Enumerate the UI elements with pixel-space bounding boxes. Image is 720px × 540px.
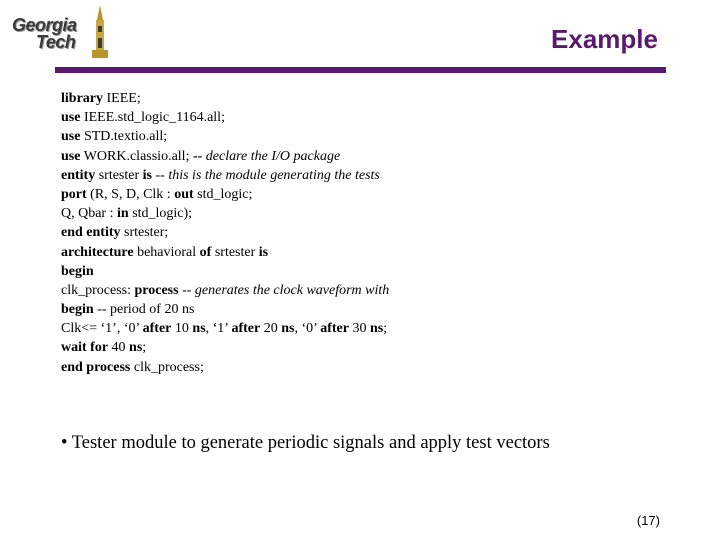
code-text: IEEE.std_logic_1164.all; <box>80 110 225 126</box>
code-keyword: end process <box>61 359 131 375</box>
title-divider <box>55 67 666 73</box>
code-text: srtester <box>211 244 259 260</box>
code-keyword: ns <box>370 321 384 337</box>
code-text: 20 <box>260 321 282 337</box>
code-keyword: out <box>174 186 194 202</box>
code-keyword: process <box>134 282 179 298</box>
page-number: (17) <box>636 513 660 528</box>
code-text: -- <box>152 167 169 183</box>
code-keyword: use <box>61 148 81 164</box>
code-keyword: begin <box>61 263 94 279</box>
code-text: clk_process; <box>130 359 204 375</box>
code-text: behavioral <box>133 244 200 260</box>
code-line <box>61 89 389 108</box>
code-text: , ‘1’ <box>205 321 232 337</box>
code-line <box>61 319 389 338</box>
code-comment: declare the I/O package <box>205 148 341 164</box>
code-keyword: end entity <box>61 225 121 241</box>
code-line <box>61 358 389 377</box>
code-line <box>61 281 389 300</box>
code-keyword: of <box>199 244 212 260</box>
code-keyword: after <box>231 321 261 337</box>
code-keyword: use <box>61 110 81 126</box>
code-line <box>61 185 389 204</box>
code-text: 30 <box>349 321 370 337</box>
code-text: clk_process: <box>61 282 135 298</box>
code-keyword: -- <box>192 148 206 164</box>
code-keyword: after <box>320 321 349 337</box>
logo-text-tech: Tech <box>36 32 76 52</box>
code-keyword: architecture <box>61 244 134 260</box>
code-comment: generates the clock waveform with <box>194 282 390 298</box>
code-text: ; <box>383 321 388 337</box>
tech-tower-icon <box>89 4 111 60</box>
slide-title: Example <box>551 24 658 54</box>
code-keyword: begin <box>61 302 94 318</box>
code-keyword: is <box>258 244 269 260</box>
code-line <box>61 204 389 223</box>
code-line <box>61 147 389 166</box>
code-keyword: in <box>117 206 129 222</box>
code-text: srtester; <box>120 225 169 241</box>
vhdl-code-block <box>61 89 389 377</box>
code-comment: this is the module generating the tests <box>168 167 380 183</box>
code-text: IEEE; <box>103 91 141 106</box>
code-text: std_logic; <box>193 186 253 202</box>
logo-text-georgia: Georgia <box>12 15 77 35</box>
code-line <box>61 108 389 127</box>
code-line <box>61 338 389 357</box>
code-line <box>61 262 389 281</box>
code-text: Q, Qbar : <box>61 206 117 222</box>
code-keyword: ns <box>129 340 143 356</box>
code-text: STD.textio.all; <box>80 129 168 145</box>
georgia-tech-logo <box>12 4 108 60</box>
code-text: std_logic); <box>128 206 193 222</box>
code-keyword: port <box>61 186 87 202</box>
code-keyword: entity <box>61 167 96 183</box>
code-text: -- <box>178 282 195 298</box>
code-keyword: library <box>61 91 103 106</box>
code-line <box>61 243 389 262</box>
code-text: srtester <box>95 167 143 183</box>
code-line <box>61 223 389 242</box>
code-text: (R, S, D, Clk : <box>86 186 175 202</box>
code-keyword: ns <box>192 321 206 337</box>
code-keyword: after <box>142 321 172 337</box>
code-line <box>61 300 389 319</box>
code-line <box>61 166 389 185</box>
code-text: WORK.classio.all; <box>80 148 193 164</box>
code-text: , ‘0’ <box>294 321 321 337</box>
code-keyword: ns <box>281 321 295 337</box>
code-text: 40 <box>108 340 130 356</box>
code-keyword: is <box>142 167 152 183</box>
code-text: ; <box>142 340 147 356</box>
code-keyword: wait for <box>61 340 109 356</box>
code-keyword: use <box>61 129 81 145</box>
code-text: -- period of 20 ns <box>93 302 195 318</box>
code-text: Clk<= ‘1’, ‘0’ <box>61 321 143 337</box>
bullet-point: • Tester module to generate periodic signals and apply test vectors <box>61 433 550 453</box>
code-text: 10 <box>171 321 193 337</box>
code-line <box>61 127 389 146</box>
